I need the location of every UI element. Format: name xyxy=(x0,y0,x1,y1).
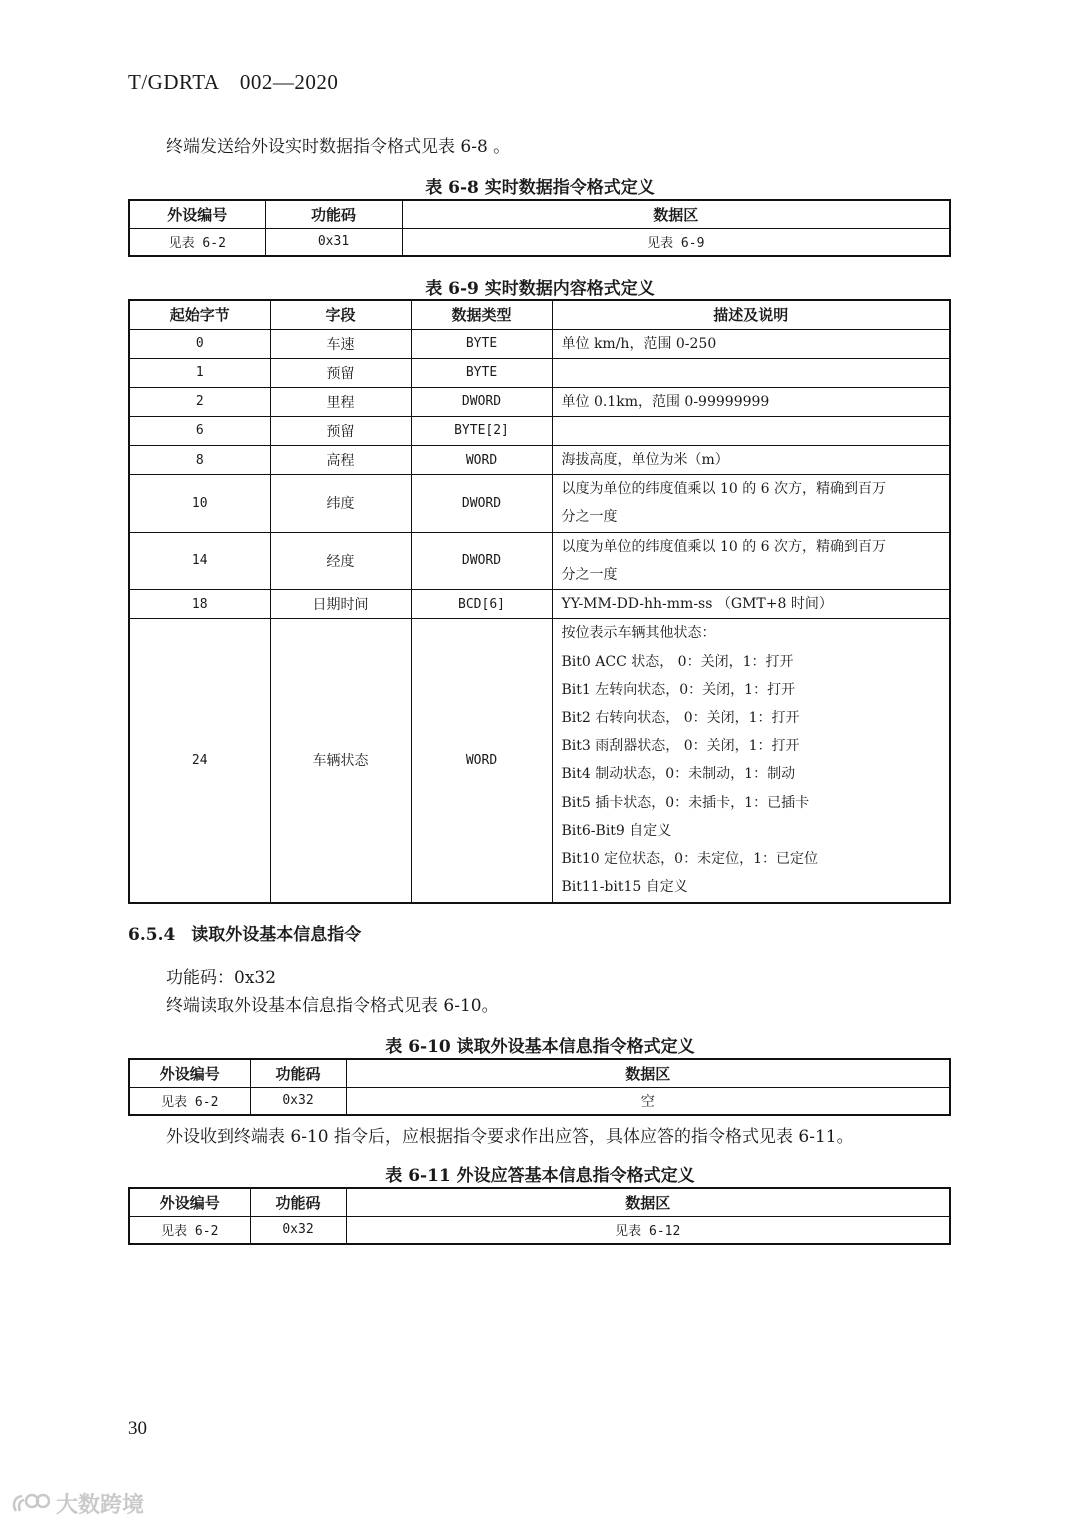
watermark-logo-icon xyxy=(10,1491,50,1517)
start-byte-cell: 0 xyxy=(129,329,270,358)
table-header-cell: 功能码 xyxy=(250,1188,346,1216)
type-cell: WORD xyxy=(411,619,552,903)
section-title: 读取外设基本信息指令 xyxy=(191,925,362,945)
table-row xyxy=(129,445,950,474)
table-cell: 见表 6-2 xyxy=(129,1087,250,1115)
table-6-9 xyxy=(128,299,951,904)
desc-line: Bit1 左转向状态，0：关闭，1：打开 xyxy=(561,681,796,698)
desc-line: Bit11-bit15 自定义 xyxy=(561,879,688,896)
type-cell: DWORD xyxy=(411,387,552,416)
type-cell: BYTE xyxy=(411,329,552,358)
desc-line: Bit4 制动状态，0：未制动，1：制动 xyxy=(561,766,796,783)
type-cell: BCD[6] xyxy=(411,589,552,618)
desc-line: 分之一度 xyxy=(561,566,618,583)
desc-line: Bit6-Bit9 自定义 xyxy=(561,822,672,839)
desc-cell xyxy=(552,416,950,445)
table-header-cell: 功能码 xyxy=(250,1059,346,1087)
table-cell: 空 xyxy=(346,1087,950,1115)
page-number: 30 xyxy=(128,1418,147,1439)
type-cell: WORD xyxy=(411,445,552,474)
table-6-11-caption: 表 6-11 外设应答基本信息指令格式定义 xyxy=(385,1166,695,1186)
desc-cell xyxy=(552,358,950,387)
intro-paragraph: 终端发送给外设实时数据指令格式见表 6-8 。 xyxy=(166,137,511,157)
start-byte-cell: 1 xyxy=(129,358,270,387)
field-cell: 里程 xyxy=(270,387,411,416)
read-info-paragraph: 终端读取外设基本信息指令格式见表 6-10。 xyxy=(166,996,499,1016)
function-code-line: 功能码：0x32 xyxy=(166,968,277,988)
type-cell: DWORD xyxy=(411,475,552,532)
table-6-8-caption: 表 6-8 实时数据指令格式定义 xyxy=(425,178,655,198)
watermark xyxy=(10,1488,144,1519)
table-row xyxy=(129,416,950,445)
desc-line: 按位表示车辆其他状态： xyxy=(561,625,716,642)
table-row xyxy=(129,358,950,387)
field-cell: 纬度 xyxy=(270,475,411,532)
desc-line: Bit0 ACC 状态， 0：关闭，1：打开 xyxy=(561,653,794,670)
table-cell: 0x32 xyxy=(250,1216,346,1244)
type-cell: BYTE[2] xyxy=(411,416,552,445)
table-cell: 见表 6-12 xyxy=(346,1216,950,1244)
table-header-cell: 数据类型 xyxy=(411,300,552,329)
watermark-text: 大数跨境 xyxy=(56,1493,145,1518)
table-cell: 0x32 xyxy=(250,1087,346,1115)
desc-line: Bit10 定位状态，0：未定位，1：已定位 xyxy=(561,850,818,867)
section-heading xyxy=(128,920,361,945)
table-row xyxy=(129,619,950,903)
start-byte-cell: 14 xyxy=(129,532,270,589)
table-header-cell: 功能码 xyxy=(265,200,402,228)
table-row xyxy=(129,387,950,416)
start-byte-cell: 8 xyxy=(129,445,270,474)
table-cell: 见表 6-2 xyxy=(129,1216,250,1244)
field-cell: 车辆状态 xyxy=(270,619,411,903)
table-header-cell: 外设编号 xyxy=(129,200,265,228)
desc-line: Bit5 插卡状态，0：未插卡，1：已插卡 xyxy=(561,794,810,811)
table-6-10 xyxy=(128,1058,951,1116)
field-cell: 车速 xyxy=(270,329,411,358)
field-cell: 预留 xyxy=(270,416,411,445)
table-header-cell: 起始字节 xyxy=(129,300,270,329)
type-cell: BYTE xyxy=(411,358,552,387)
type-cell: DWORD xyxy=(411,532,552,589)
field-cell: 高程 xyxy=(270,445,411,474)
desc-line: Bit3 雨刮器状态， 0：关闭，1：打开 xyxy=(561,738,800,755)
field-cell: 日期时间 xyxy=(270,589,411,618)
table-row xyxy=(129,475,950,532)
section-number: 6.5.4 xyxy=(128,925,176,945)
table-header-cell: 外设编号 xyxy=(129,1059,250,1087)
table-header-cell: 字段 xyxy=(270,300,411,329)
desc-line: 单位 km/h，范围 0-250 xyxy=(561,335,717,352)
table-6-9-caption: 表 6-9 实时数据内容格式定义 xyxy=(425,279,655,299)
start-byte-cell: 24 xyxy=(129,619,270,903)
start-byte-cell: 18 xyxy=(129,589,270,618)
start-byte-cell: 10 xyxy=(129,475,270,532)
table-row xyxy=(129,329,950,358)
table-row xyxy=(129,532,950,589)
table-header-cell: 描述及说明 xyxy=(552,300,950,329)
table-cell: 0x31 xyxy=(265,228,402,256)
field-cell: 经度 xyxy=(270,532,411,589)
table-cell: 见表 6-2 xyxy=(129,228,265,256)
table-6-10-caption: 表 6-10 读取外设基本信息指令格式定义 xyxy=(385,1037,695,1057)
response-paragraph: 外设收到终端表 6-10 指令后，应根据指令要求作出应答，具体应答的指令格式见表 6-11。 xyxy=(166,1127,854,1147)
desc-line: 分之一度 xyxy=(561,509,618,526)
desc-line: 以度为单位的纬度值乘以 10 的 6 次方，精确到百万 xyxy=(561,538,887,555)
table-header-cell: 数据区 xyxy=(402,200,950,228)
table-row xyxy=(129,589,950,618)
desc-line: 以度为单位的纬度值乘以 10 的 6 次方，精确到百万 xyxy=(561,481,887,498)
start-byte-cell: 2 xyxy=(129,387,270,416)
table-header-cell: 数据区 xyxy=(346,1059,950,1087)
table-cell: 见表 6-9 xyxy=(402,228,950,256)
desc-line: Bit2 右转向状态， 0：关闭，1：打开 xyxy=(561,709,800,726)
standard-number: T/GDRTA 002—2020 xyxy=(128,70,339,94)
start-byte-cell: 6 xyxy=(129,416,270,445)
table-6-8 xyxy=(128,199,951,257)
table-6-11 xyxy=(128,1187,951,1245)
field-cell: 预留 xyxy=(270,358,411,387)
desc-line: 海拔高度，单位为米（m） xyxy=(561,451,729,468)
table-header-cell: 外设编号 xyxy=(129,1188,250,1216)
table-header-cell: 数据区 xyxy=(346,1188,950,1216)
desc-line: 单位 0.1km，范围 0-99999999 xyxy=(561,393,770,410)
desc-line: YY-MM-DD-hh-mm-ss （GMT+8 时间） xyxy=(561,595,833,612)
